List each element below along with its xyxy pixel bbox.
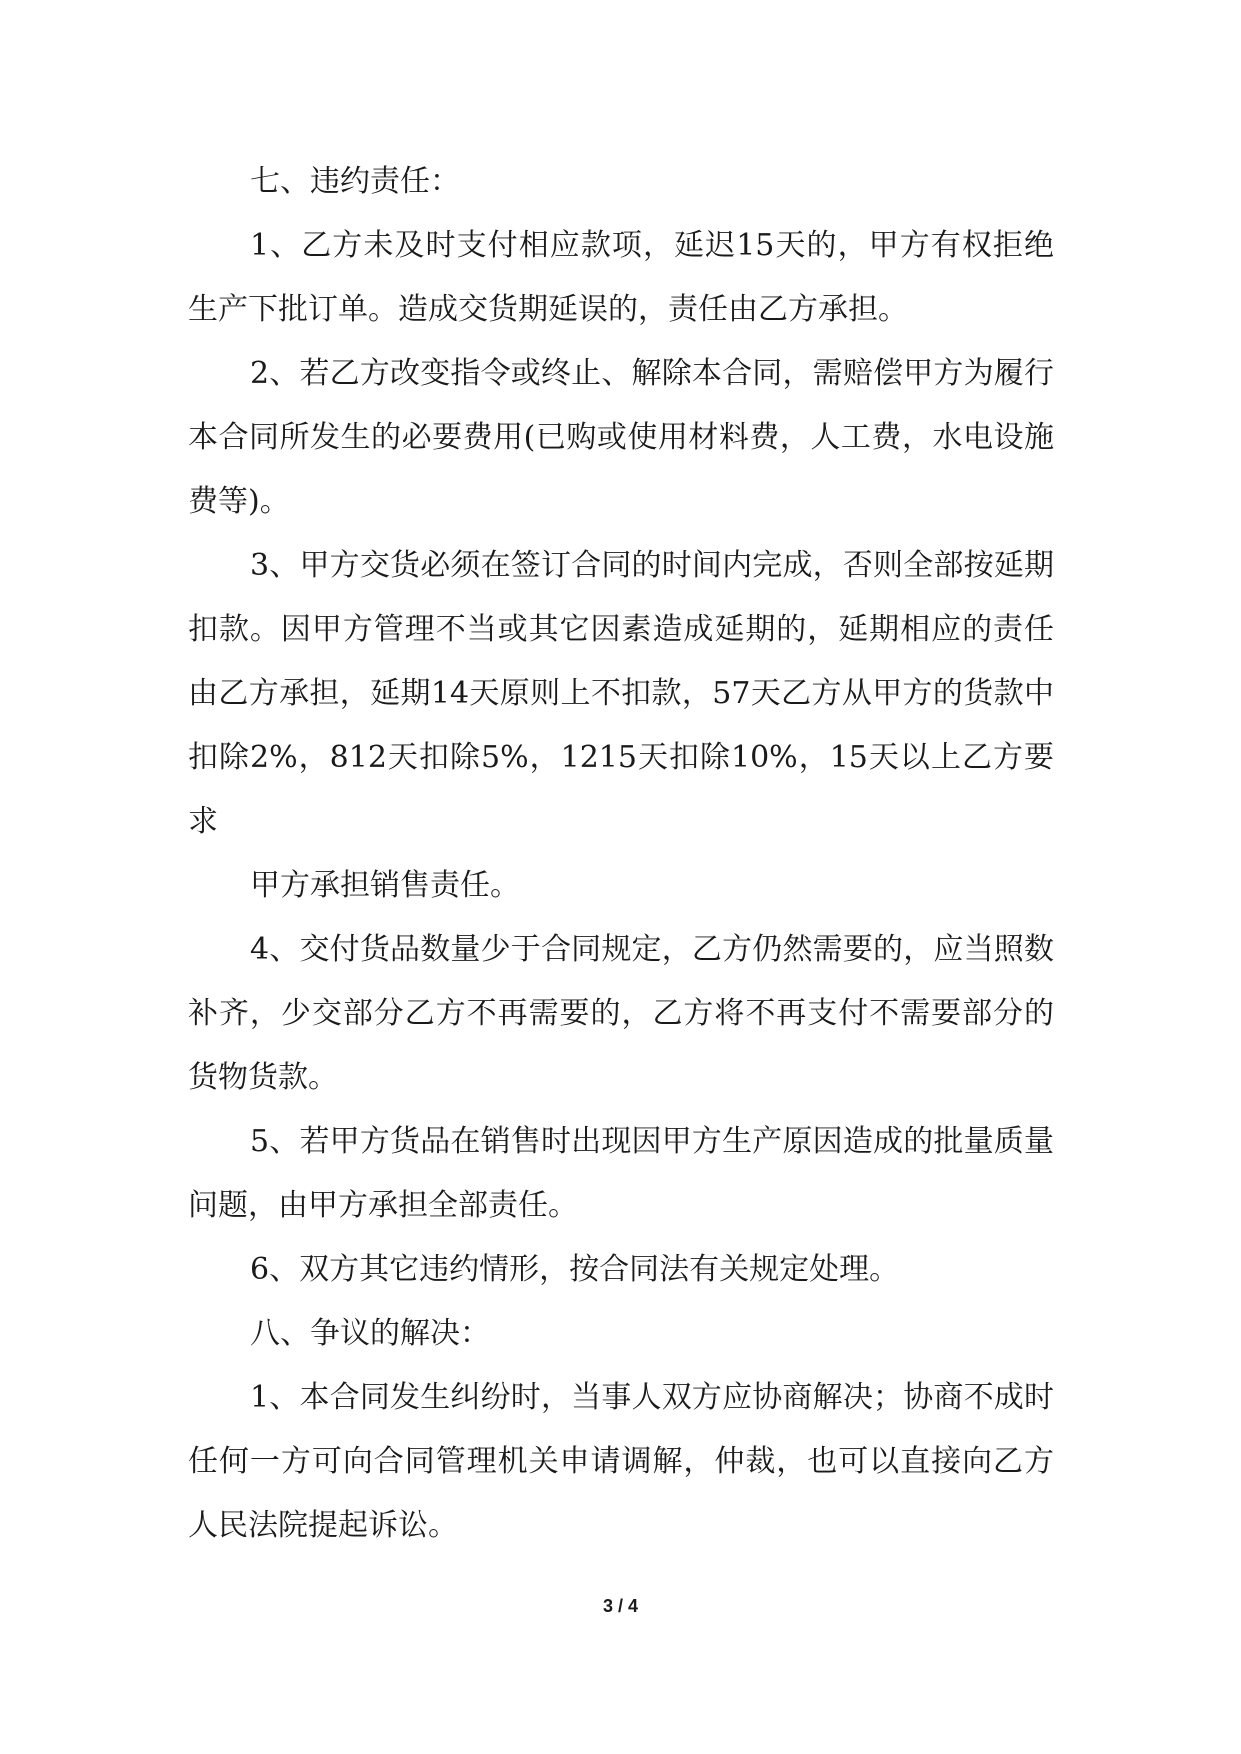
clause-paragraph: 2、若乙方改变指令或终止、解除本合同，需赔偿甲方为履行本合同所发生的必要费用(已购或使用材料费，人工费，水电设施费等)。 (188, 356, 1054, 519)
page-number: 3 / 4 (602, 1596, 639, 1616)
clause-paragraph: 3、甲方交货必须在签订合同的时间内完成，否则全部按延期扣款。因甲方管理不当或其它因素造成延期的，延期相应的责任由乙方承担，延期14天原则上不扣款，57天乙方从甲方的货款中扣除2%，812天扣除5%，1215天扣除10%，15天以上乙方要求 (188, 548, 1054, 839)
section-heading-breach-liability: 七、违约责任： (250, 164, 460, 199)
clause-paragraph: 1、乙方未及时支付相应款项，延迟15天的，甲方有权拒绝生产下批订单。造成交货期延误的，责任由乙方承担。 (188, 228, 1054, 327)
clause-paragraph: 5、若甲方货品在销售时出现因甲方生产原因造成的批量质量问题，由甲方承担全部责任。 (188, 1124, 1054, 1223)
clause-paragraph: 4、交付货品数量少于合同规定，乙方仍然需要的，应当照数补齐，少交部分乙方不再需要的，乙方将不再支付不需要部分的货物货款。 (188, 932, 1054, 1095)
clause-paragraph: 1、本合同发生纠纷时，当事人双方应协商解决；协商不成时任何一方可向合同管理机关申请调解，仲裁，也可以直接向乙方人民法院提起诉讼。 (188, 1380, 1054, 1543)
section-heading-dispute-resolution: 八、争议的解决： (250, 1316, 490, 1351)
clause-paragraph: 6、双方其它违约情形，按合同法有关规定处理。 (250, 1252, 900, 1287)
document-body (188, 150, 1054, 1558)
clause-paragraph: 甲方承担销售责任。 (250, 868, 520, 903)
